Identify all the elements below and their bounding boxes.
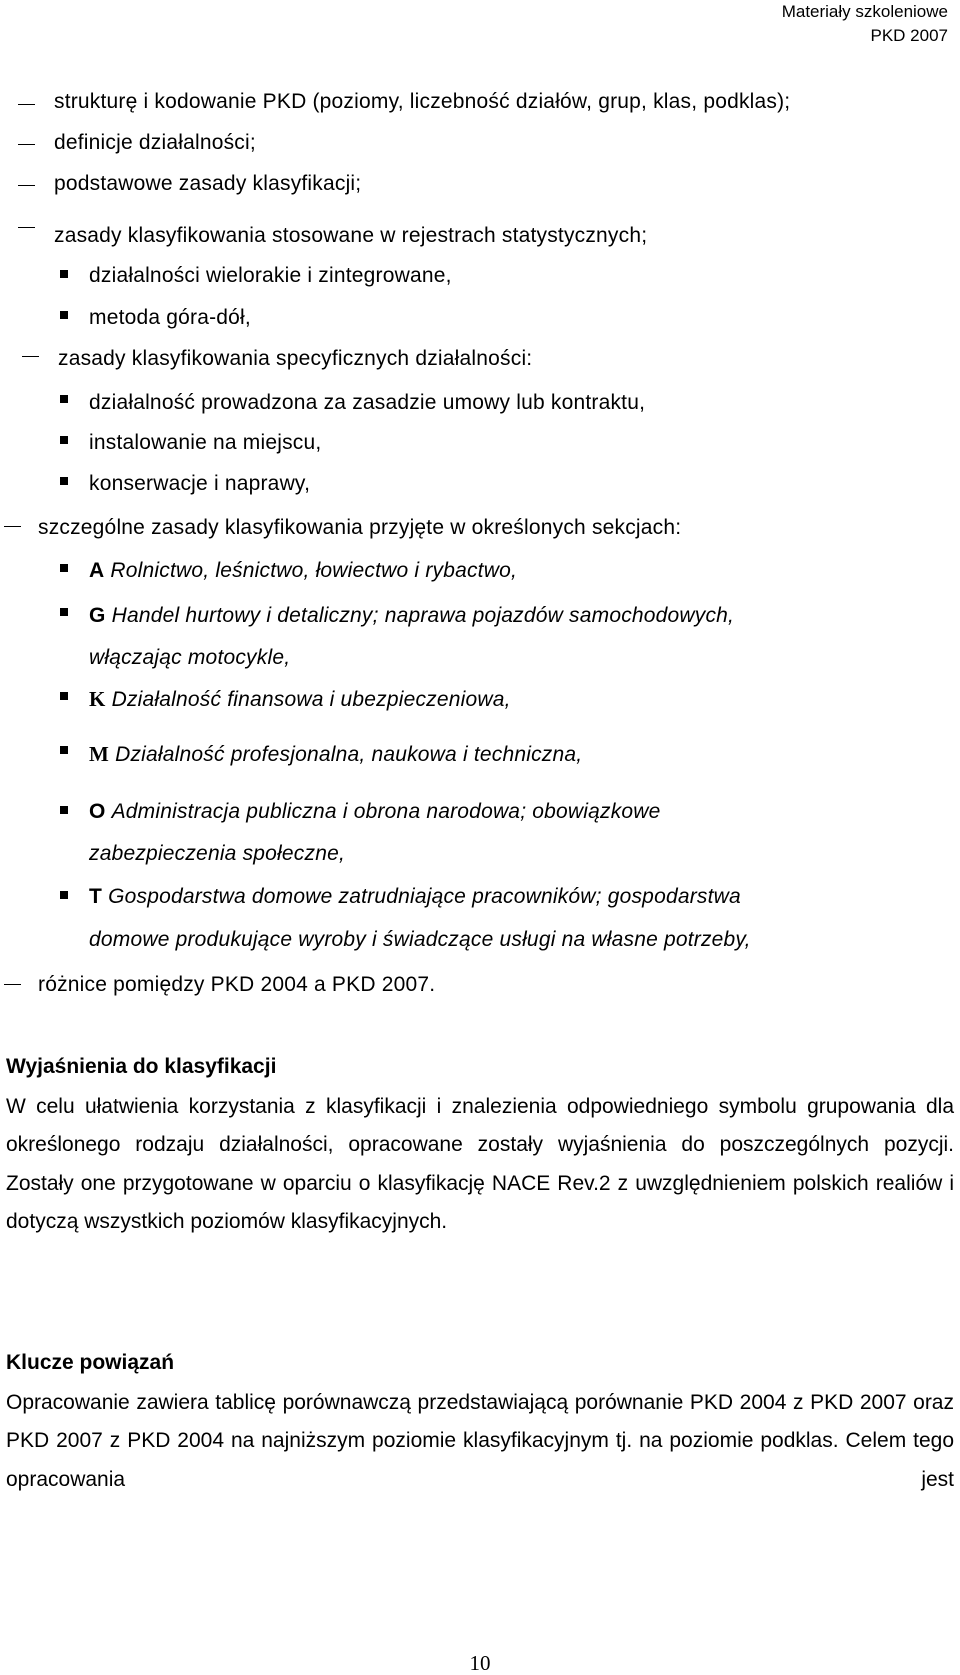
square-bullet [60,806,68,814]
section-code: M [89,742,110,766]
section-heading: Klucze powiązań [6,1351,175,1374]
list-item: definicje działalności; [54,131,256,154]
section-item-o [89,799,661,825]
list-item: strukturę i kodowanie PKD (poziomy, liczebność działów, grup, klas, podklas); [54,90,791,113]
section-code: O [89,800,106,823]
section-code: A [89,559,105,582]
section-code: T [89,885,103,908]
list-item: zasady klasyfikowania stosowane w rejestrach statystycznych; [54,224,648,247]
sub-list-item: działalność prowadzona za zasadzie umowy lub kontraktu, [89,391,646,414]
square-bullet [60,311,68,319]
section-paragraph: W celu ułatwienia korzystania z klasyfikacji i znalezienia odpowiedniego symbolu grupowania dla określonego rodzaju działalności, opracowane zostały wyjaśnienia do poszczególnych pozycji. Zostały one przygotowane w oparciu o klasyfikację NACE Rev.2 z uwzględnieniem polskich realiów i dotyczą wszystkich poziomów klasyfikacyjnych. [6,1095,954,1234]
page-header [782,0,948,48]
sub-list-item: konserwacje i naprawy, [89,472,311,495]
section-item-g [89,603,734,629]
section-name: Handel hurtowy i detaliczny; naprawa pojazdów samochodowych, [111,604,735,627]
dash-bullet [18,185,35,186]
dash-bullet [4,984,21,985]
section-code: K [89,687,106,711]
sub-list-item: działalności wielorakie i zintegrowane, [89,264,452,287]
section-code: G [89,604,106,627]
section-name-continuation: domowe produkujące wyroby i świadczące usługi na własne potrzeby, [89,928,751,951]
section-item-t [89,884,741,910]
square-bullet [60,746,68,754]
section-name-continuation: zabezpieczenia społeczne, [89,842,345,865]
square-bullet [60,608,68,616]
sub-list-item: instalowanie na miejscu, [89,431,322,454]
square-bullet [60,692,68,700]
square-bullet [60,477,68,485]
section-paragraph: Opracowanie zawiera tablicę porównawczą przedstawiającą porównanie PKD 2004 z PKD 2007 oraz PKD 2007 z PKD 2004 na najniższym poziomie klasyfikacyjnym tj. na poziomie podklas. Celem tego opracowania jest [6,1391,954,1491]
section-name: Administracja publiczna i obrona narodowa; obowiązkowe [111,800,661,823]
page-number: 10 [469,1651,491,1675]
section-heading: Wyjaśnienia do klasyfikacji [6,1055,277,1078]
list-item: zasady klasyfikowania specyficznych działalności: [58,347,533,370]
section-name: Gospodarstwa domowe zatrudniające pracowników; gospodarstwa [108,885,741,908]
list-item: podstawowe zasady klasyfikacji; [54,172,362,195]
square-bullet [60,270,68,278]
dash-bullet [18,227,35,228]
section-item-k [89,686,511,713]
square-bullet [60,564,68,572]
section-item-m [89,741,582,768]
section-name: Działalność profesjonalna, naukowa i techniczna, [115,743,583,766]
section-name-continuation: włączając motocykle, [89,646,291,669]
dash-bullet [18,144,35,145]
sub-list-item: metoda góra-dół, [89,306,251,329]
square-bullet [60,891,68,899]
list-item: szczególne zasady klasyfikowania przyjęte w określonych sekcjach: [38,516,682,539]
header-title: Materiały szkoleniowe [781,2,948,21]
dash-bullet [22,356,39,357]
dash-bullet [4,526,21,527]
header-subtitle: PKD 2007 [870,26,948,45]
square-bullet [60,436,68,444]
section-item-a [89,558,517,584]
section-name: Działalność finansowa i ubezpieczeniowa, [111,688,511,711]
list-item: różnice pomiędzy PKD 2004 a PKD 2007. [38,973,436,996]
square-bullet [60,395,68,403]
section-name: Rolnictwo, leśnictwo, łowiectwo i rybactwo, [110,559,517,582]
dash-bullet [18,104,35,105]
